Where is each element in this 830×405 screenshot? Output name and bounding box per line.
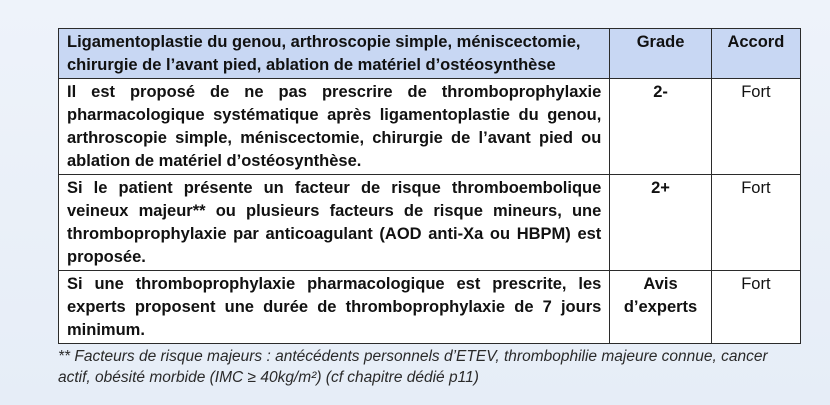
grade-value: d’experts	[623, 298, 698, 316]
footnote-line: ** Facteurs de risque majeurs : antécédents personnels d’ETEV, thrombophilie majeure connue, cancer	[58, 348, 768, 365]
table-header-row	[59, 29, 801, 79]
recommendation-text: Si le patient présente un facteur de risque thromboembolique veineux majeur** ou plusieurs facteurs de risque mineurs, une thromboprophylaxie par anticoagulant (AOD anti-Xa ou HBPM) est proposée.	[59, 175, 610, 271]
table-row	[59, 79, 801, 175]
grade-value: 2+	[651, 179, 670, 197]
header-grade: Grade	[610, 29, 711, 79]
header-topic-line: chirurgie de l’avant pied, ablation de matériel d’ostéosynthèse	[67, 56, 556, 74]
footnote	[58, 346, 818, 388]
grade-cell	[610, 271, 711, 344]
table-row	[59, 271, 801, 344]
header-accord: Accord	[711, 29, 800, 79]
grade-value: Avis	[643, 275, 678, 293]
accord-cell: Fort	[711, 271, 800, 344]
table-row	[59, 175, 801, 271]
grade-cell	[610, 79, 711, 175]
accord-cell: Fort	[711, 79, 800, 175]
grade-value: 2-	[653, 83, 668, 101]
recommendation-text: Si une thromboprophylaxie pharmacologique est prescrite, les experts proposent une durée de thromboprophylaxie de 7 jours minimum.	[59, 271, 610, 344]
grade-cell	[610, 175, 711, 271]
header-topic	[59, 29, 610, 79]
header-topic-line: Ligamentoplastie du genou, arthroscopie simple, méniscectomie,	[67, 33, 581, 51]
footnote-line: actif, obésité morbide (IMC ≥ 40kg/m²) (cf chapitre dédié p11)	[58, 369, 479, 386]
accord-cell: Fort	[711, 175, 800, 271]
recommendation-table	[58, 28, 801, 344]
recommendation-text: Il est proposé de ne pas prescrire de thromboprophylaxie pharmacologique systématique après ligamentoplastie du genou, arthroscopie simple, méniscectomie, chirurgie de l’avant pied ou ablation de matériel d’ostéosynthèse.	[59, 79, 610, 175]
